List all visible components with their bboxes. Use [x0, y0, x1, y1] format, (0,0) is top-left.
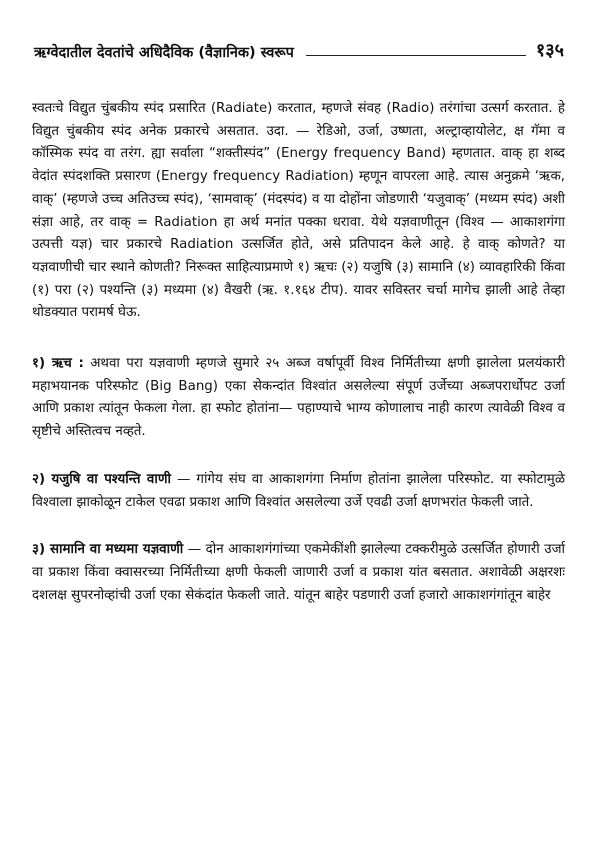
- section-yajushi-heading: २) यजुषि वा पश्यन्ति वाणी: [32, 471, 171, 487]
- section-samani-paragraph: [32, 539, 565, 607]
- section-samani-text: — दोन आकाशगंगांच्या एकमेकींशी झालेल्या टक्करीमुळे उत्सर्जित होणारी उर्जा वा प्रकाश किंवा क्वासरच्या निर्मितीच्या क्षणी फेकली जाणारी उर्जा व प्रकाश यांत बसतात. अशावेळी अक्षरशः दशलक्ष सुपरनोव्हांची उर्जा एका सेकंदांत फेकली जाते. यांतून बाहेर पडणारी उर्जा हजारो आकाशगंगांतून बाहेर: [32, 542, 565, 603]
- intro-paragraph: स्वतःचे विद्युत चुंबकीय स्पंद प्रसारित (Radiate) करतात, म्हणजे संवह (Radio) तरंगांचा उत्सर्ग करतात. हे विद्युत चुंबकीय स्पंद अनेक प्रकारचे असतात. उदा. — रेडिओ, उर्जा, उष्णता, अल्ट्राव्हायोलेट, क्ष गॅमा व कॉस्मिक स्पंद वा तरंग. ह्या सर्वाला “शक्तीस्पंद” (Energy frequency Band) म्हणतात. वाक् हा शब्द वेदांत स्पंदशक्ति प्रसारण (Energy frequency Radiation) म्हणून वापरला आहे. त्यास अनुक्रमे ‘ऋक, वाक्’ (म्हणजे उच्च अतिउच्च स्पंद), ‘सामवाक्’ (मंदस्पंद) व या दोहोंना जोडणारी ‘यजुवाक्’ (मध्यम स्पंद) अशी संज्ञा आहे, तर वाक् = Radiation हा अर्थ मनांत पक्का धरावा. येथे यज्ञवाणीतून (विश्व — आकाशगंगा उत्पत्ती यज्ञ) चार प्रकारचे Radiation उत्सर्जित होते, असे प्रतिपादन केले आहे. हे वाक् कोणते? या यज्ञवाणीची चार स्थाने कोणती? निरूक्त साहित्याप्रमाणे १) ऋचः (२) यजुषि (३) सामानि (४) व्यावहारिकी किंवा (१) परा (२) पश्यन्ति (३) मध्यमा (४) वैखरी (ऋ. १.१६४ टीप). यावर सविस्तर चर्चा मागेच झाली आहे तेव्हा थोडक्यात परामर्ष घेऊ.: [32, 101, 565, 321]
- section-rich-text: अथवा परा यज्ञवाणी म्हणजे सुमारे २५ अब्ज वर्षापूर्वी विश्व निर्मितीच्या क्षणी झालेला प्रलयंकारी महाभयानक परिस्फोट (Big Bang) एका सेकन्दांत विश्वांत असलेल्या संपूर्ण उर्जेच्या अब्जपरार्धोपट उर्जा आणि प्रकाश त्यांतून फेकला गेला. हा स्फोट होतांना— पहाण्याचे भाग्य कोणालाच नाही कारण त्यावेळी विश्व व सृष्टीचे अस्तित्वच नव्हते.: [32, 356, 565, 440]
- header-title: ऋग्वेदातील देवतांचे अधिदैविक (वैज्ञानिक) स्वरूप: [34, 45, 294, 61]
- section-rich-heading: १) ऋच :: [32, 356, 84, 372]
- page-body: [32, 98, 565, 607]
- page-number: १३५: [535, 40, 564, 61]
- section-samani-heading: ३) सामानि वा मध्यमा यज्ञवाणी: [32, 542, 184, 558]
- section-rich-paragraph: [32, 353, 565, 444]
- section-yajushi-text: — गांगेय संघ वा आकाशगंगा निर्माण होतांना झालेला परिस्फोट. या स्फोटामुळे विश्वाला झाकोळून टाकेल एवढा प्रकाश आणि विश्वांत असलेल्या उर्जे एवढी उर्जा क्षणभरांत फेकली जाते.: [32, 471, 565, 510]
- section-yajushi-paragraph: [32, 469, 565, 514]
- running-header: [34, 34, 564, 62]
- header-rule: [306, 55, 526, 56]
